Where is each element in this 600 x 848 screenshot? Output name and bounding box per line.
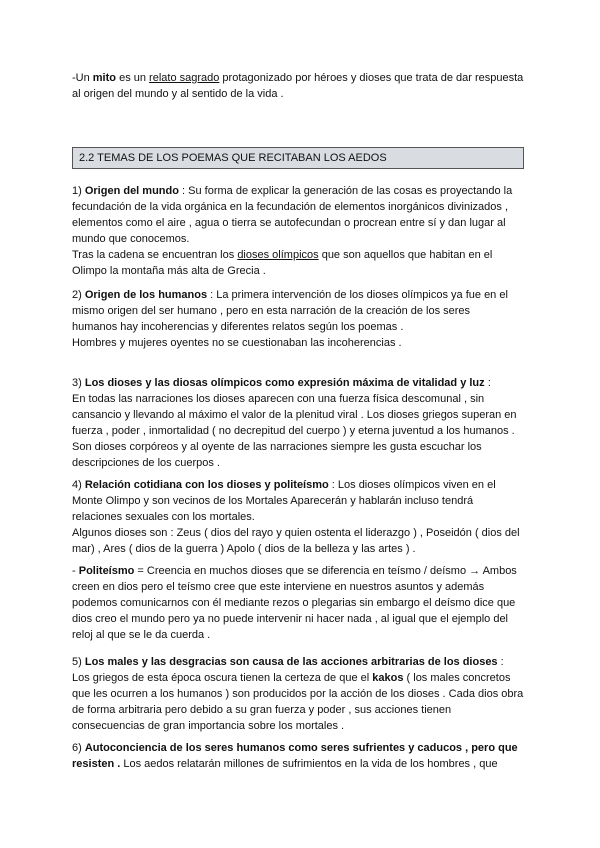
item4-number: 4) xyxy=(72,479,85,491)
item1-link-dioses-olimpicos: dioses olímpicos xyxy=(237,249,319,261)
item2-text-1: : La primera intervención de los dioses olímpicos ya fue en el xyxy=(207,289,508,301)
item3-line-6: descripciones de los cuerpos . xyxy=(72,457,220,469)
item4-line-5: mar) , Ares ( dios de la guerra ) Apolo ( dios de la belleza y las artes ) . xyxy=(72,543,416,555)
item2-line-3: humanos hay incoherencias y diferentes relatos según los poemas . xyxy=(72,321,404,333)
intro-mid: es un xyxy=(116,72,150,84)
politeismo-line-2: creen en dios pero el teísmo cree que este interviene en nuestros asuntos y además xyxy=(72,581,485,593)
section-title-box xyxy=(72,147,524,169)
item5-text-2a: Los griegos de esta época oscura tienen la certeza de que el xyxy=(72,672,373,684)
intro-rest-1: protagonizado por héroes y dioses que trata de dar respuesta xyxy=(219,72,524,84)
item1-line-4: mundo que conocemos. xyxy=(72,233,190,245)
item1-line-6: Olimpo la montaña más alta de Grecia . xyxy=(72,265,266,277)
politeismo-prefix: - xyxy=(72,565,79,577)
item2-heading: Origen de los humanos xyxy=(84,289,208,301)
intro-paragraph xyxy=(72,70,532,102)
item3-line-1 xyxy=(72,375,532,391)
item1-heading: Origen del mundo xyxy=(84,185,179,197)
intro-term: mito xyxy=(92,72,117,84)
item5-text-1: : xyxy=(497,656,504,668)
item-autoconciencia xyxy=(72,740,532,772)
politeismo-paragraph xyxy=(72,563,532,643)
item5-line-3: que les ocurren a los humanos ) son producidos por la acción de los dioses . Cada dios obra xyxy=(72,688,524,700)
item3-line-3: cansancio y llevando al máximo el valor de la plenitud viral . Los dioses griegos superan en xyxy=(72,409,517,421)
item3-line-2: En todas las narraciones los dioses aparecen con una fuerza física descomunal , sin xyxy=(72,393,485,405)
item6-line-2 xyxy=(72,756,532,772)
politeismo-line-3: podemos comunicarnos con él mediante rezos o plegarias sin embargo el deísmo dice que xyxy=(72,597,516,609)
politeismo-line-4: dios creo el mundo pero ya no puede intervenir ni hacer nada , al igual que el ejemplo del xyxy=(72,613,509,625)
item4-text-1: : Los dioses olímpicos viven en el xyxy=(328,479,496,491)
item5-line-2 xyxy=(72,670,532,686)
intro-link-relato-sagrado: relato sagrado xyxy=(149,72,220,84)
item1-number: 1) xyxy=(72,185,85,197)
intro-prefix: -Un xyxy=(72,72,93,84)
item4-line-2: Monte Olimpo y son vecinos de los Mortales Aparecerán y hablarán incluso tendrá xyxy=(72,495,474,507)
item-relacion-cotidiana xyxy=(72,477,532,557)
item4-line-3: relaciones sexuales con los mortales. xyxy=(72,511,255,523)
item-males-desgracias xyxy=(72,654,532,734)
item3-heading: Los dioses y las diosas olímpicos como expresión máxima de vitalidad y luz xyxy=(84,377,485,389)
item2-line-1 xyxy=(72,287,532,303)
item5-text-2b: ( los males concretos xyxy=(403,672,511,684)
item6-heading-1: Autoconciencia de los seres humanos como seres sufrientes y caducos , pero que xyxy=(84,742,518,754)
item2-line-2: mismo origen del ser humano , pero en esta narración de la creación de los seres xyxy=(72,305,471,317)
item3-line-4: fuerza , poder , inmortalidad ( no decrepitud del cuerpo ) y eterna juventud a los humanos . xyxy=(72,425,515,437)
item6-line-1 xyxy=(72,740,532,756)
item1-line-5 xyxy=(72,247,532,263)
item3-text-1: : xyxy=(484,377,491,389)
item4-line-4: Algunos dioses son : Zeus ( dios del rayo y quien ostenta el liderazgo ) , Poseidón ( dios del xyxy=(72,527,520,539)
item3-number: 3) xyxy=(72,377,85,389)
politeismo-text-1: = Creencia en muchos dioses que se diferencia en teísmo / deísmo → Ambos xyxy=(134,565,517,577)
item-origen-de-los-humanos xyxy=(72,287,532,351)
politeismo-term: Politeísmo xyxy=(78,565,135,577)
item2-line-4: Hombres y mujeres oyentes no se cuestionaban las incoherencias . xyxy=(72,337,402,349)
item5-line-5: consecuencias de gran importancia sobre los mortales . xyxy=(72,720,345,732)
item3-line-5: Son dioses corpóreos y al oyente de las narraciones siempre les gusta escuchar los xyxy=(72,441,482,453)
item4-line-1 xyxy=(72,477,532,493)
item6-heading-2: resisten . xyxy=(72,758,121,770)
item5-line-1 xyxy=(72,654,532,670)
item-dioses-vitalidad xyxy=(72,375,532,471)
item6-text-2: Los aedos relatarán millones de sufrimientos en la vida de los hombres , que xyxy=(120,758,498,770)
item1-line-1 xyxy=(72,183,532,199)
item-origen-del-mundo xyxy=(72,183,532,279)
item5-term-kakos: kakos xyxy=(372,672,404,684)
intro-line-1 xyxy=(72,70,532,86)
item2-number: 2) xyxy=(72,289,85,301)
item5-number: 5) xyxy=(72,656,85,668)
politeismo-line-1 xyxy=(72,563,532,579)
item5-line-4: de forma arbitraria pero debido a su gran fuerza y poder , sus acciones tienen xyxy=(72,704,452,716)
item5-heading: Los males y las desgracias son causa de las acciones arbitrarias de los dioses xyxy=(84,656,498,668)
item1-text-1: : Su forma de explicar la generación de las cosas es proyectando la xyxy=(178,185,513,197)
politeismo-line-5: reloj al que se le da cuerda . xyxy=(72,629,211,641)
item1-line-3: elementos como el aire , agua o tierra se autofecundan o procrean entre sí y dan lugar al xyxy=(72,217,506,229)
item1-text-5b: que son aquellos que habitan en el xyxy=(318,249,493,261)
item1-text-5a: Tras la cadena se encuentran los xyxy=(72,249,238,261)
item4-heading: Relación cotidiana con los dioses y politeísmo xyxy=(84,479,329,491)
item1-line-2: fecundación de la vida orgánica en la fecundación de elementos inorgánicos divinizados , xyxy=(72,201,509,213)
intro-line-2: al origen del mundo y al sentido de la vida . xyxy=(72,88,284,100)
item6-number: 6) xyxy=(72,742,85,754)
section-title: 2.2 TEMAS DE LOS POEMAS QUE RECITABAN LOS AEDOS xyxy=(79,152,387,164)
